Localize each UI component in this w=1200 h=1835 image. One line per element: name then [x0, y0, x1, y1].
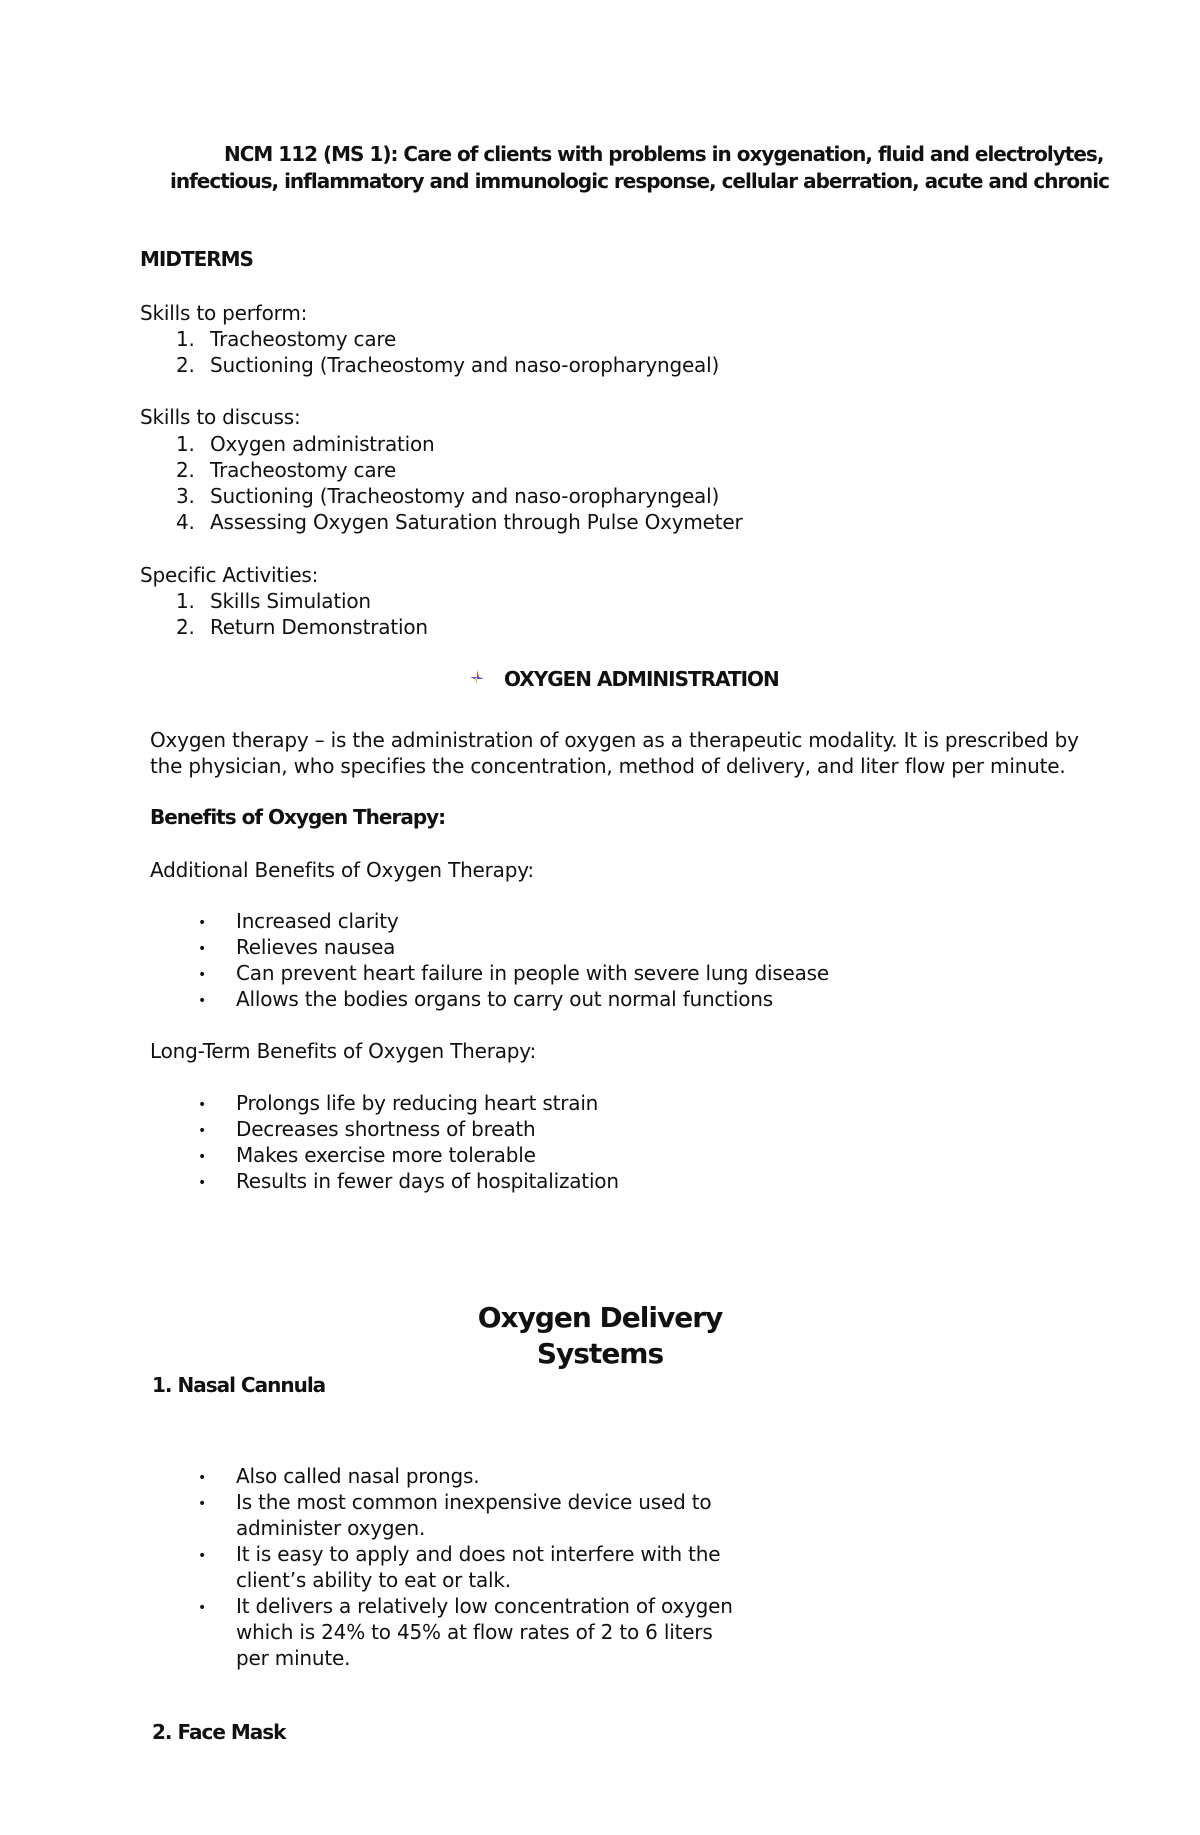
bullet-icon: • — [198, 940, 207, 957]
bullet-icon: • — [198, 966, 207, 983]
list-text: Also called nasal prongs. — [236, 1464, 480, 1488]
list-item — [176, 432, 435, 456]
list-item — [198, 1143, 536, 1167]
list-text: Relieves nausea — [236, 935, 396, 959]
list-item — [176, 327, 396, 351]
list-text: It delivers a relatively low concentration of oxygen — [236, 1594, 733, 1618]
document-title-line-2: infectious, inflammatory and immunologic response, cellular aberration, acute and chronic — [170, 169, 1110, 193]
bullet-icon: • — [198, 1599, 207, 1616]
list-text: Prolongs life by reducing heart strain — [236, 1091, 599, 1115]
list-item — [198, 909, 399, 933]
list-number: 1. — [176, 327, 195, 351]
list-item — [198, 1542, 720, 1566]
list-item — [198, 1169, 619, 1193]
list-item — [198, 935, 395, 959]
list-number: 1. — [176, 589, 195, 613]
list-number: 2. — [176, 615, 195, 639]
list-item — [198, 1091, 598, 1115]
list-number: 3. — [176, 484, 195, 508]
bullet-icon: • — [198, 1122, 207, 1139]
list-text-continuation: administer oxygen. — [236, 1516, 426, 1540]
bullet-icon: • — [198, 1096, 207, 1113]
list-text: Assessing Oxygen Saturation through Pulse Oxymeter — [210, 510, 743, 534]
skills-discuss-heading: Skills to discuss: — [140, 405, 301, 429]
list-item — [198, 1594, 733, 1618]
list-item — [176, 615, 428, 639]
midterms-heading: MIDTERMS — [140, 247, 253, 271]
list-item — [198, 1464, 479, 1488]
bullet-icon: • — [198, 1469, 207, 1486]
list-text: Tracheostomy care — [210, 458, 397, 482]
list-item — [198, 987, 773, 1011]
list-text-continuation: client’s ability to eat or talk. — [236, 1568, 511, 1592]
list-text: Decreases shortness of breath — [236, 1117, 536, 1141]
list-text: Allows the bodies organs to carry out normal functions — [236, 987, 773, 1011]
list-number: 2. — [176, 353, 195, 377]
list-text: Skills Simulation — [210, 589, 371, 613]
bullet-icon: • — [198, 992, 207, 1009]
therapy-definition-line-2: the physician, who specifies the concentration, method of delivery, and liter flow per minute. — [150, 754, 1066, 778]
list-text: Results in fewer days of hospitalization — [236, 1169, 619, 1193]
additional-benefits-heading: Additional Benefits of Oxygen Therapy: — [150, 858, 534, 882]
list-text: Increased clarity — [236, 909, 399, 933]
diamond-bullet-icon — [470, 670, 484, 684]
delivery-title-line-1: Oxygen Delivery — [477, 1301, 723, 1334]
list-item — [198, 1117, 536, 1141]
list-text: Return Demonstration — [210, 615, 428, 639]
bullet-icon: • — [198, 1174, 207, 1191]
list-item — [176, 353, 719, 377]
list-item — [176, 458, 396, 482]
list-text: Suctioning (Tracheostomy and naso-oropharyngeal) — [210, 484, 720, 508]
list-text: It is easy to apply and does not interfere with the — [236, 1542, 721, 1566]
delivery-systems-title — [400, 1300, 800, 1372]
list-text: Is the most common inexpensive device used to — [236, 1490, 712, 1514]
list-text: Suctioning (Tracheostomy and naso-oropharyngeal) — [210, 353, 720, 377]
delivery-title-line-2: Systems — [536, 1337, 664, 1370]
list-number: 2. — [176, 458, 195, 482]
list-text: Makes exercise more tolerable — [236, 1143, 536, 1167]
list-item — [198, 1490, 711, 1514]
list-number: 1. — [176, 432, 195, 456]
specific-activities-heading: Specific Activities: — [140, 563, 319, 587]
list-text: Oxygen administration — [210, 432, 435, 456]
bullet-icon: • — [198, 1148, 207, 1165]
list-text-continuation: per minute. — [236, 1646, 351, 1670]
list-text: Tracheostomy care — [210, 327, 397, 351]
skills-perform-heading: Skills to perform: — [140, 301, 308, 325]
bullet-icon: • — [198, 1547, 207, 1564]
long-term-benefits-heading: Long-Term Benefits of Oxygen Therapy: — [150, 1039, 537, 1063]
list-number: 4. — [176, 510, 195, 534]
list-item — [198, 961, 829, 985]
list-item — [176, 589, 371, 613]
bullet-icon: • — [198, 914, 207, 931]
list-item — [176, 510, 743, 534]
list-text: Can prevent heart failure in people with severe lung disease — [236, 961, 830, 985]
nasal-cannula-heading: 1. Nasal Cannula — [152, 1373, 326, 1397]
bullet-icon: • — [198, 1495, 207, 1512]
benefits-heading: Benefits of Oxygen Therapy: — [150, 805, 446, 829]
oxygen-administration-heading: OXYGEN ADMINISTRATION — [504, 667, 779, 691]
document-title-line-1: NCM 112 (MS 1): Care of clients with problems in oxygenation, fluid and electrolytes, — [224, 142, 1104, 166]
list-text-continuation: which is 24% to 45% at flow rates of 2 to 6 liters — [236, 1620, 713, 1644]
face-mask-heading: 2. Face Mask — [152, 1720, 286, 1744]
list-item — [176, 484, 719, 508]
therapy-definition-line-1: Oxygen therapy – is the administration of oxygen as a therapeutic modality. It is prescribed by — [150, 728, 1079, 752]
